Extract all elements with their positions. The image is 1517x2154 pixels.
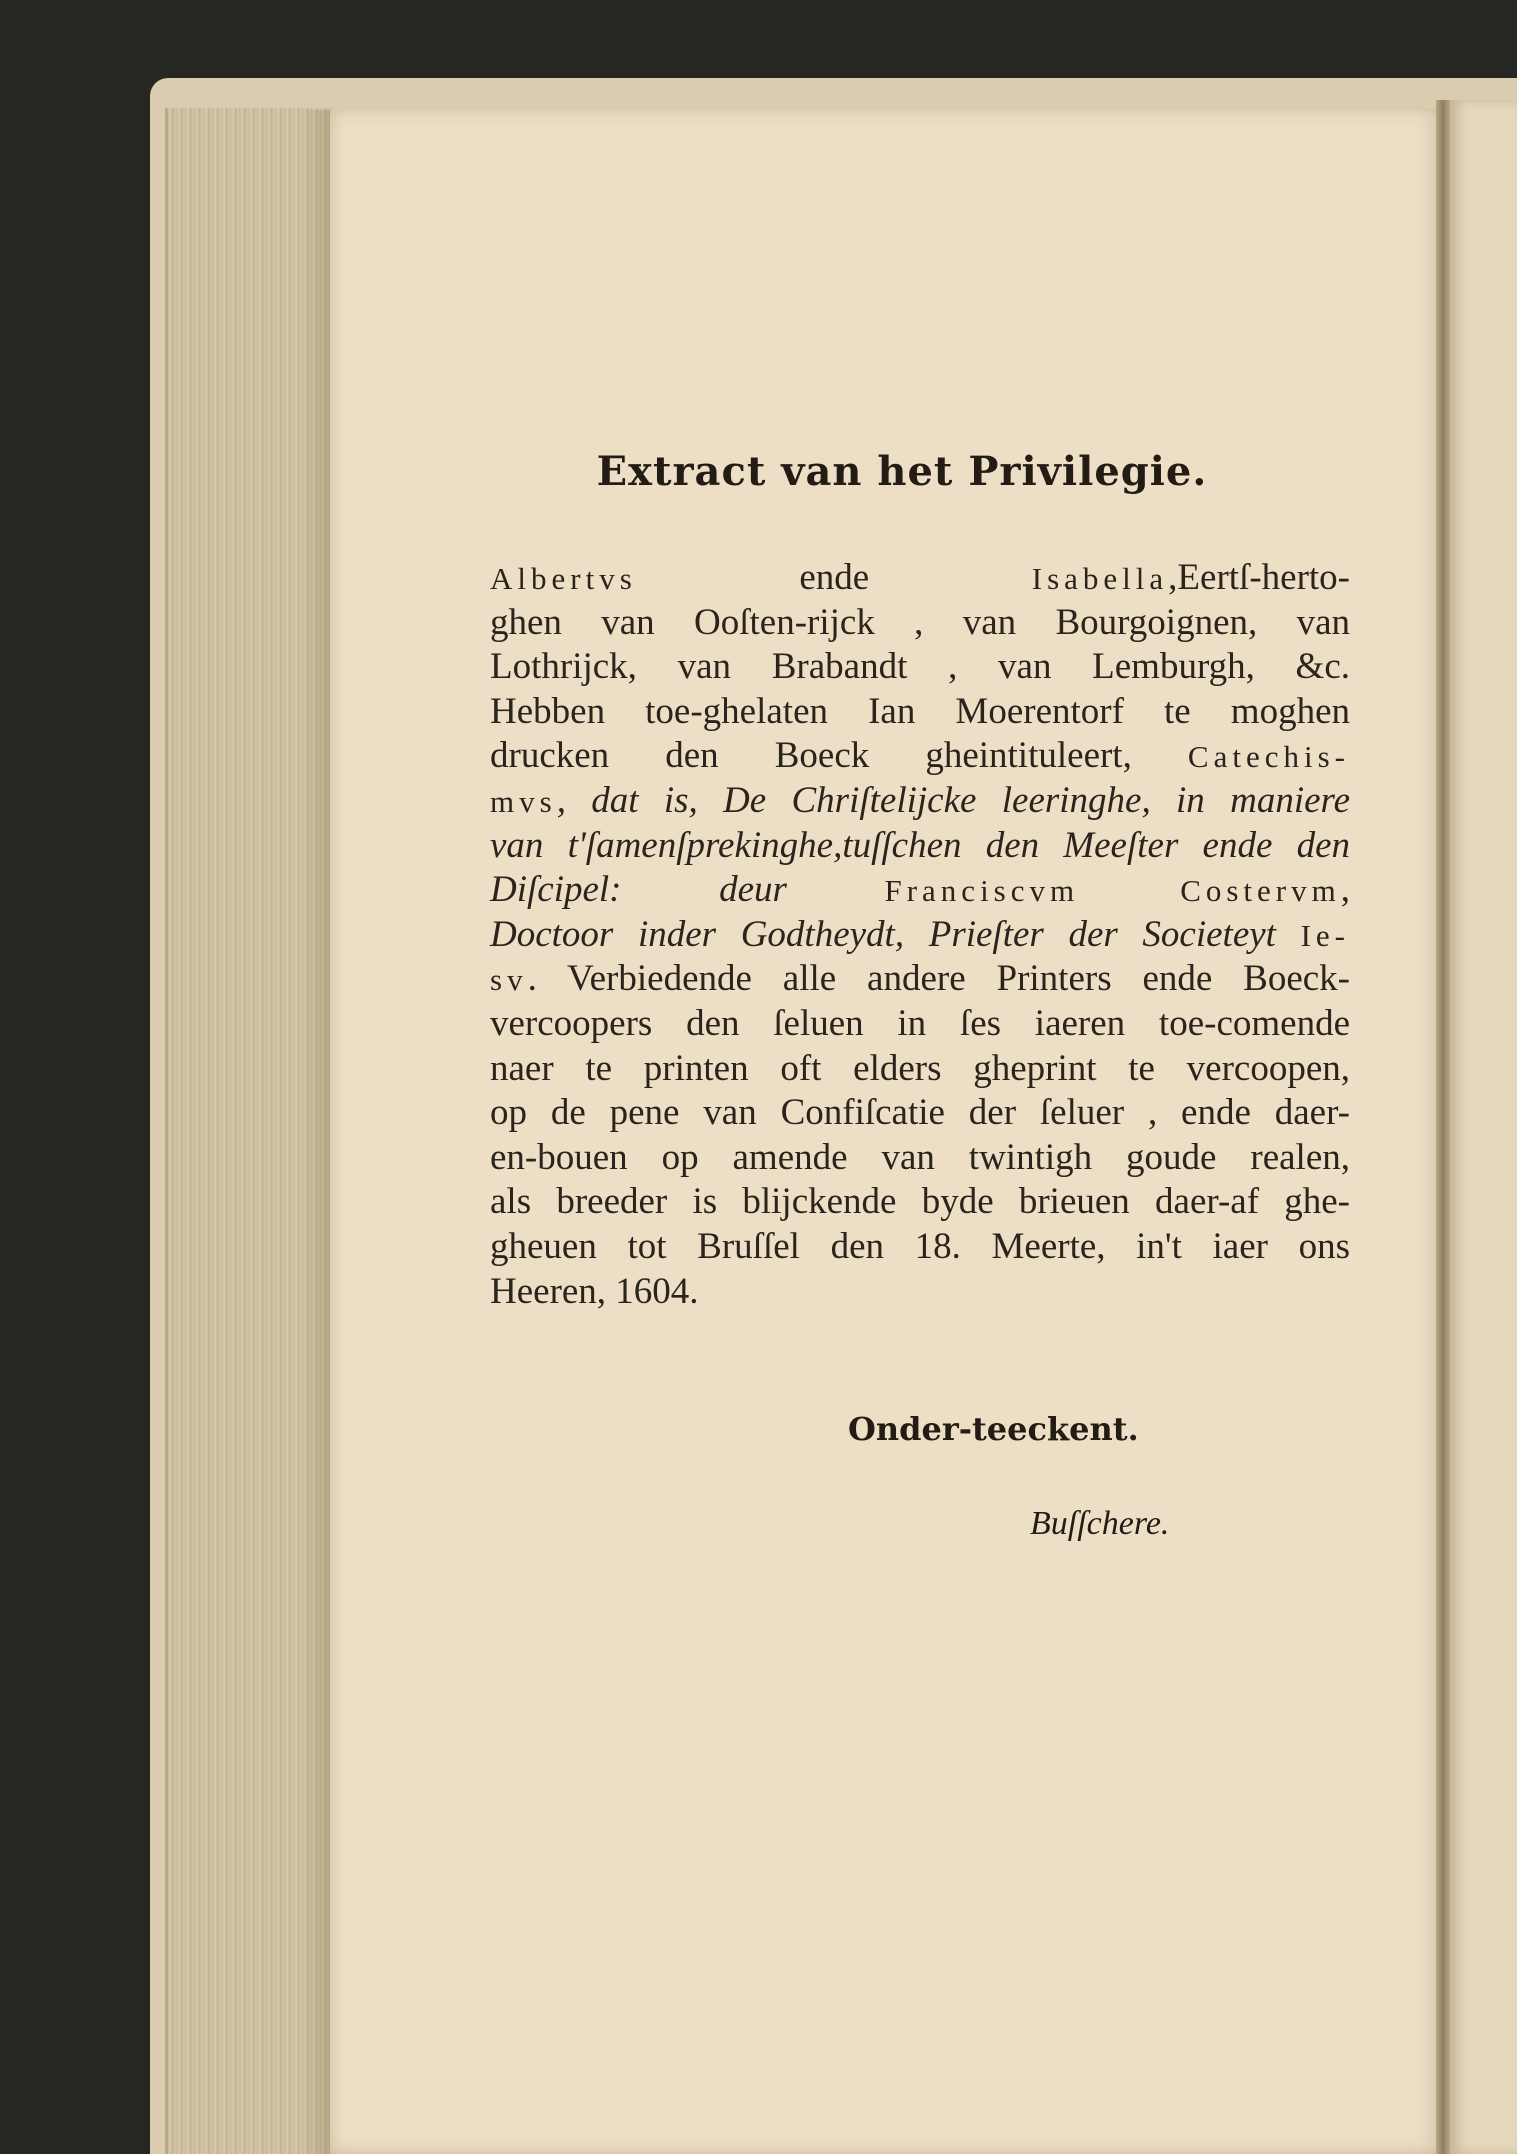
text-line (490, 1002, 1350, 1046)
text-line (490, 601, 1350, 645)
text-line (490, 779, 1350, 824)
text-run: ,Eertſ-herto- (1168, 557, 1350, 598)
text-run: Franciscvm Costervm (884, 873, 1341, 909)
signed-label: Onder-teeckent. (848, 1410, 1139, 1448)
text-run: Hebben toe-ghelaten Ian Moerentorf te moghen (490, 690, 1350, 732)
text-run: ghen van Ooſten-rijck , van Bourgoignen, van (490, 601, 1350, 643)
text-run: gheuen tot Bruſſel den 18. Meerte, in't iaer ons (490, 1226, 1350, 1267)
text-run: Albertvs (490, 561, 637, 596)
text-run: ende (636, 557, 1032, 598)
text-run: Catechis- (1187, 739, 1350, 775)
text-run: drucken den Boeck gheintituleert, (490, 735, 1188, 777)
text-run: van t'ſamenſprekinghe,tuſſchen den Meeſter ende den (490, 824, 1350, 866)
text-line (490, 1136, 1350, 1180)
text-run: . Verbiedende alle andere Printers ende Boeck- (527, 958, 1350, 1000)
right-page-edge (1450, 100, 1517, 2154)
text-run: vercoopers den ſeluen in ſes iaeren toe-comende (490, 1003, 1350, 1044)
text-line (490, 1270, 1350, 1314)
text-run: Ie- (1300, 917, 1350, 953)
page-heading: Extract van het Privilegie. (596, 448, 1208, 495)
text-run: Lothrijck, van Brabandt , van Lemburgh, &c. (490, 646, 1350, 688)
text-run: Doctoor inder Godtheydt, Prieſter der Societeyt (490, 913, 1301, 955)
text-line (490, 556, 1350, 601)
text-run: mvs (490, 784, 557, 819)
text-line (490, 734, 1350, 779)
text-run: naer te printen oft elders gheprint te vercoopen, (490, 1047, 1350, 1089)
text-run: , (1340, 869, 1350, 911)
text-line (490, 645, 1350, 689)
text-line (490, 1225, 1350, 1269)
text-run: sv (490, 962, 528, 998)
signer-name: Buſſchere. (1030, 1505, 1170, 1542)
text-run: en-bouen op amende van twintigh goude realen, (490, 1136, 1350, 1178)
text-line (490, 957, 1350, 1002)
text-run: als breeder is blijckende byde brieuen daer-af ghe- (490, 1181, 1350, 1223)
text-line (490, 1091, 1350, 1135)
text-line (490, 868, 1350, 913)
text-line (490, 913, 1350, 958)
text-run: op de pene van Confiſcatie der ſeluer , ende daer- (490, 1092, 1350, 1134)
text-line (490, 690, 1350, 734)
text-run: Heeren, 1604. (490, 1270, 699, 1312)
text-line (490, 1180, 1350, 1224)
text-run: Isabella (1031, 561, 1169, 596)
text-line (490, 824, 1350, 868)
book-gutter (1436, 100, 1450, 2154)
text-run: Diſcipel: deur (490, 869, 885, 911)
text-line (490, 1047, 1350, 1091)
text-run: , dat is, De Chriſtelijcke leeringhe, in maniere (556, 780, 1350, 821)
